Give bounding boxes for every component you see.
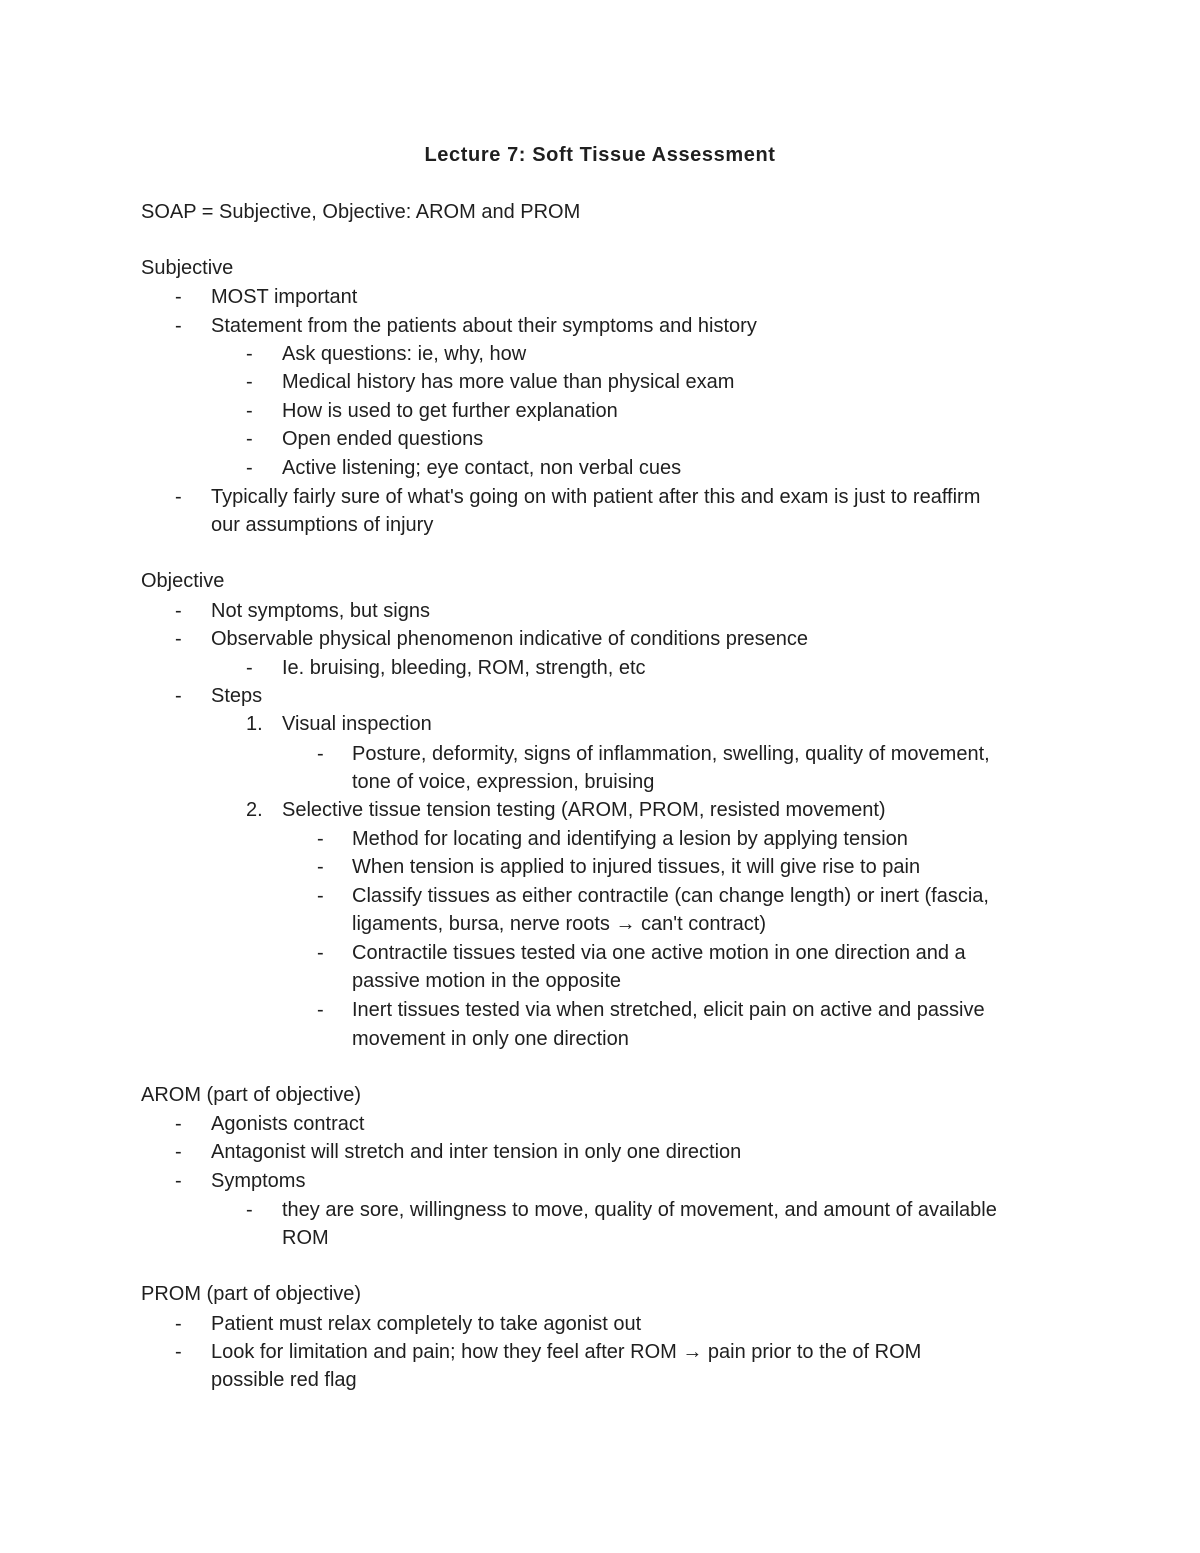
subjective-sub-item: How is used to get further explanation [282,400,618,422]
bullet-marker: - [175,600,182,622]
bullet-marker: - [175,1313,182,1335]
step-detail: Posture, deformity, signs of inflammation, swelling, quality of movement, [352,743,990,765]
bullet-marker: - [317,885,324,907]
step-detail: Inert tissues tested via when stretched, elicit pain on active and passive [352,999,985,1021]
objective-example: Ie. bruising, bleeding, ROM, strength, etc [282,657,646,679]
step-detail: When tension is applied to injured tissues, it will give rise to pain [352,856,921,878]
step-label: Visual inspection [282,713,432,735]
subjective-sub-item: Ask questions: ie, why, how [282,343,527,365]
prom-item-continuation: possible red flag [211,1369,357,1391]
step-detail: Method for locating and identifying a lesion by applying tension [352,828,908,850]
bullet-marker: - [246,1199,253,1221]
objective-item: Observable physical phenomenon indicative of conditions presence [211,628,809,650]
bullet-marker: - [246,343,253,365]
subjective-heading: Subjective [141,257,234,279]
bullet-marker: - [175,685,182,707]
arom-symptom: they are sore, willingness to move, quality of movement, and amount of available [282,1199,997,1221]
step-detail-continuation: movement in only one direction [352,1028,629,1050]
subjective-item: MOST important [211,286,358,308]
subjective-sub-item: Medical history has more value than physical exam [282,371,735,393]
bullet-marker: - [317,856,324,878]
bullet-marker: - [246,428,253,450]
arom-symptom-continuation: ROM [282,1227,329,1249]
bullet-marker: - [175,286,182,308]
bullet-marker: - [317,828,324,850]
subjective-item: Statement from the patients about their symptoms and history [211,315,757,337]
subjective-item: Typically fairly sure of what's going on with patient after this and exam is just to reaffirm [211,486,981,508]
prom-item: Look for limitation and pain; how they feel after ROM → pain prior to the of ROM [211,1341,922,1363]
bullet-marker: - [246,400,253,422]
arom-item: Antagonist will stretch and inter tension in only one direction [211,1141,742,1163]
subjective-sub-item: Active listening; eye contact, non verbal cues [282,457,682,479]
step-detail-continuation: ligaments, bursa, nerve roots → can't contract) [352,913,766,935]
bullet-marker: - [317,999,324,1021]
prom-item: Patient must relax completely to take agonist out [211,1313,642,1335]
step-label: Selective tissue tension testing (AROM, PROM, resisted movement) [282,799,886,821]
bullet-marker: - [175,1170,182,1192]
step-detail-continuation: tone of voice, expression, bruising [352,771,655,793]
bullet-marker: - [175,1113,182,1135]
objective-heading: Objective [141,570,225,592]
prom-heading: PROM (part of objective) [141,1283,362,1305]
soap-definition: SOAP = Subjective, Objective: AROM and PROM [141,201,581,223]
arom-item: Agonists contract [211,1113,365,1135]
bullet-marker: - [175,1341,182,1363]
step-detail: Contractile tissues tested via one active motion in one direction and a [352,942,966,964]
step-detail-continuation: passive motion in the opposite [352,970,622,992]
objective-item: Not symptoms, but signs [211,600,430,622]
subjective-sub-item: Open ended questions [282,428,484,450]
subjective-item-continuation: our assumptions of injury [211,514,434,536]
objective-steps-label: Steps [211,685,263,707]
step-detail: Classify tissues as either contractile (can change length) or inert (fascia, [352,885,989,907]
bullet-marker: - [246,457,253,479]
page-title: Lecture 7: Soft Tissue Assessment [424,144,776,166]
bullet-marker: - [246,657,253,679]
bullet-marker: - [175,628,182,650]
bullet-marker: - [246,371,253,393]
bullet-marker: - [175,315,182,337]
bullet-marker: - [175,1141,182,1163]
step-number: 2. [246,799,263,821]
step-number: 1. [246,713,263,735]
bullet-marker: - [317,942,324,964]
bullet-marker: - [317,743,324,765]
arom-heading: AROM (part of objective) [141,1084,362,1106]
bullet-marker: - [175,486,182,508]
arom-item: Symptoms [211,1170,306,1192]
